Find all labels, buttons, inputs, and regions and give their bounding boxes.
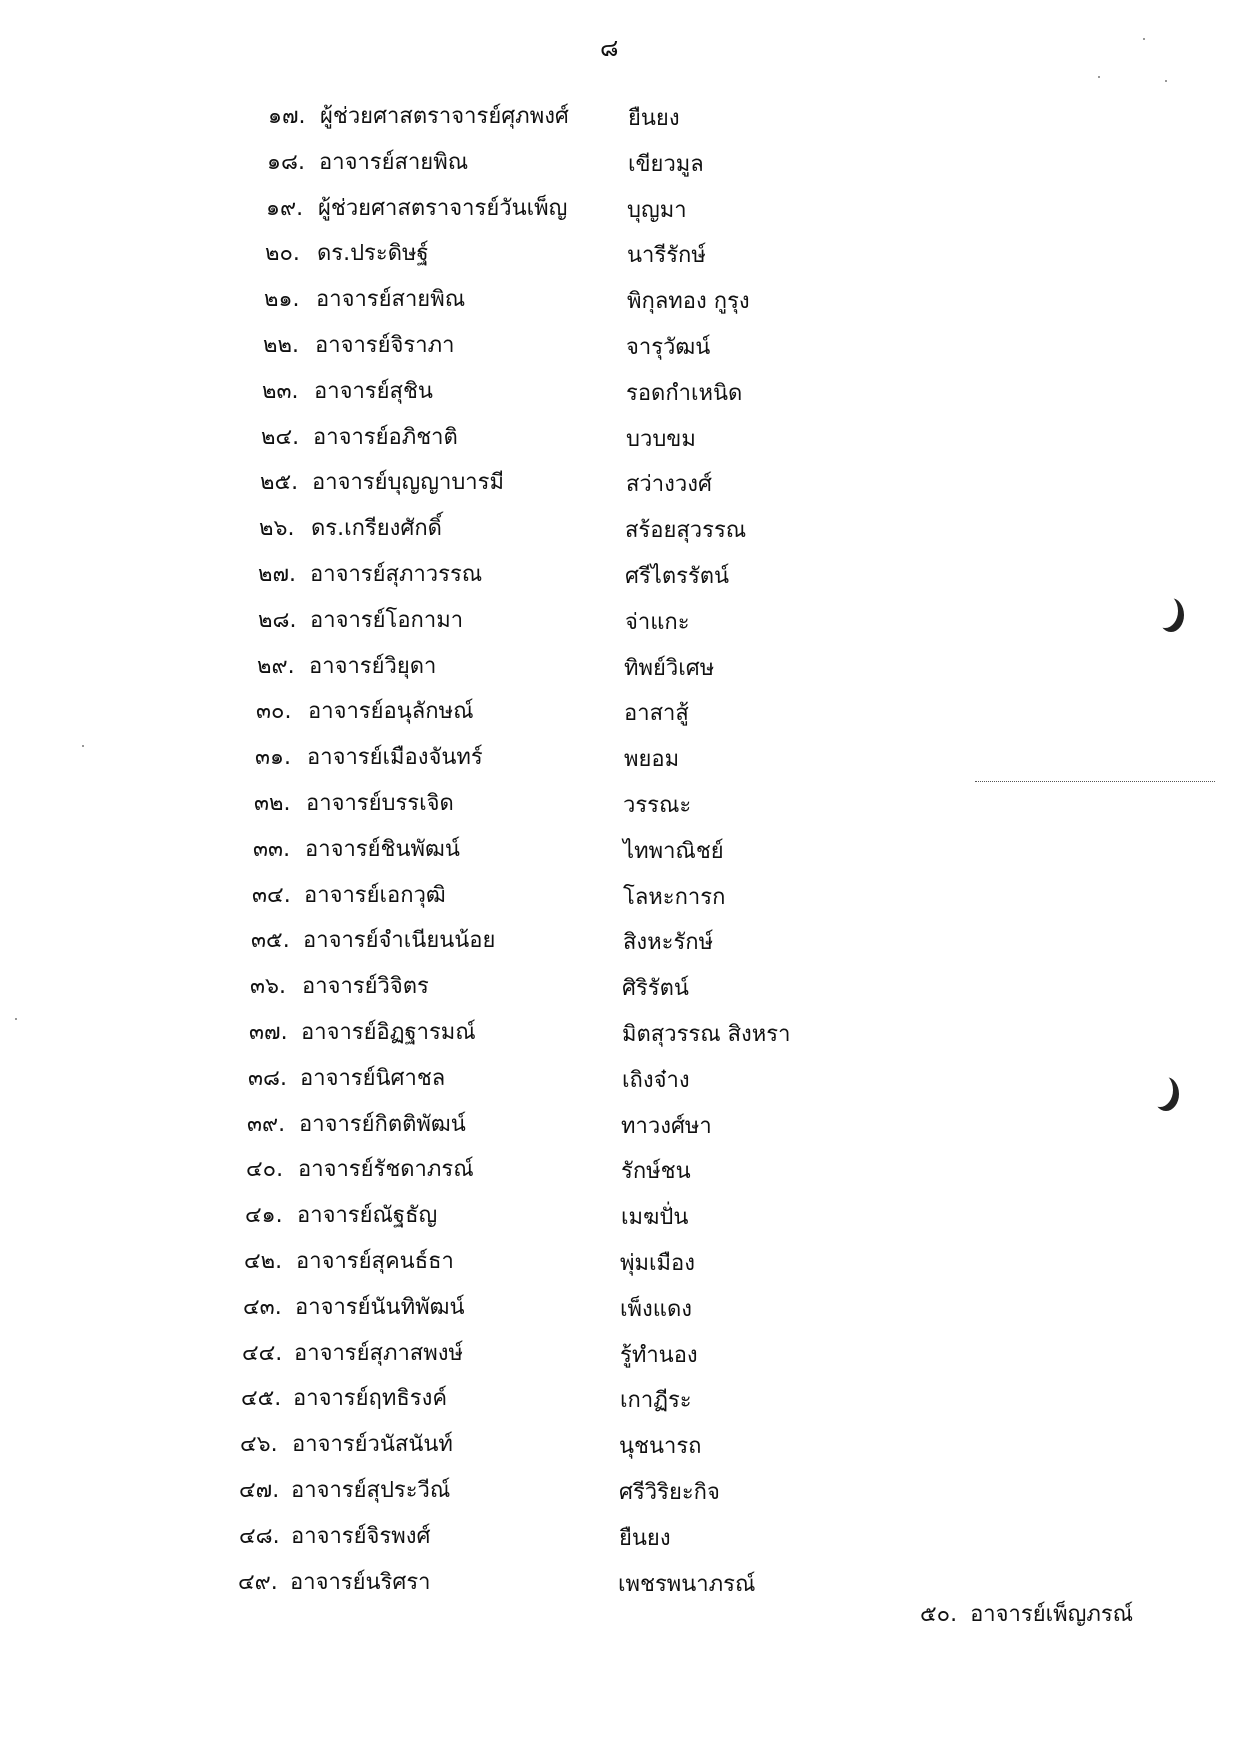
entry-number: ๒๓. [262, 378, 299, 404]
entry-surname: ทิพย์วิเศษ [624, 655, 715, 681]
list-item [0, 229, 1237, 275]
entry-given-name: อาจารย์อนุลักษณ์ [308, 699, 474, 725]
list-item [0, 642, 1237, 688]
entry-number: ๑๘. [267, 149, 305, 175]
list-item [0, 138, 1237, 184]
entry-surname: บวบขม [626, 426, 696, 452]
entry-number: ๔๙. [238, 1569, 278, 1595]
crescent-mark [1147, 1073, 1173, 1107]
list-item [0, 1283, 1237, 1329]
scan-speck [1143, 38, 1145, 40]
entry-number: ๒๒. [263, 332, 299, 358]
entry-number: ๓๔. [252, 882, 291, 908]
list-item [0, 458, 1237, 504]
list-item [0, 1512, 1237, 1558]
entry-number: ๒๐. [265, 241, 300, 267]
entry-given-name: อาจารย์สุประวีณ์ [291, 1477, 451, 1503]
entry-given-name: อาจารย์กิตติพัฒน์ [299, 1111, 466, 1137]
entry-number: ๓๐. [256, 699, 292, 725]
entry-surname: รักษ์ชน [621, 1159, 691, 1185]
dotted-line [975, 781, 1215, 782]
entry-given-name: ผู้ช่วยศาสตราจารย์ศุภพงศ์ [320, 104, 569, 129]
entry-given-name: อาจารย์นันทิพัฒน์ [295, 1294, 465, 1320]
entry-number: ๔๑. [245, 1203, 283, 1229]
entry-number: ๔๐. [246, 1157, 284, 1183]
list-item [0, 92, 1237, 138]
entry-surname: บุญมา [627, 197, 687, 223]
entry-number: ๓๓. [253, 836, 291, 862]
entry-surname: ยืนยง [619, 1525, 671, 1551]
entry-surname: จ่าแกะ [625, 609, 690, 635]
scan-speck [1165, 80, 1167, 82]
entry-given-name: ผู้ช่วยศาสตราจารย์วันเพ็ญ [318, 195, 568, 221]
entry-given-name: อาจารย์เอกวุฒิ [304, 882, 446, 908]
entry-given-name: อาจารย์บรรเจิด [306, 790, 454, 816]
page-number: ๘ [600, 34, 619, 62]
list-item [0, 733, 1237, 779]
list-item [0, 1329, 1237, 1375]
entry-surname: เกาฏีระ [620, 1388, 692, 1414]
list-item [0, 687, 1237, 733]
entry-surname: พิกุลทอง กูรุง [627, 289, 750, 315]
entry-given-name: อาจารย์สุชิน [314, 378, 433, 404]
entry-number: ๒๕. [260, 470, 299, 496]
list-item [0, 825, 1237, 871]
entry-given-name: อาจารย์บุญญาบารมี [312, 470, 504, 496]
entry-surname: สิงหะรักษ์ [623, 930, 714, 956]
list-item [0, 184, 1237, 230]
entry-number: ๒๖. [259, 516, 295, 542]
entry-surname: เพชรพนาภรณ์ [618, 1571, 756, 1597]
entry-given-name: อาจารย์สุภาวรรณ [310, 561, 483, 587]
entry-given-name: อาจารย์สายพิณ [316, 287, 466, 313]
entry-number: ๑๙. [266, 195, 304, 221]
entry-number: ๒๗. [258, 561, 297, 587]
entry-given-name: อาจารย์อิฏฐารมณ์ [301, 1019, 476, 1045]
entry-surname: โลหะการก [623, 884, 726, 910]
entry-given-name: อาจารย์วิยุดา [309, 653, 437, 679]
entry-given-name: อาจารย์วนัสนันท์ [292, 1432, 453, 1458]
crescent-mark [1152, 594, 1178, 628]
entry-surname: ไทพาณิชย์ [623, 838, 724, 864]
entry-surname: สร้อยสุวรรณ [625, 518, 747, 544]
entry-number: ๔๖. [240, 1432, 278, 1458]
entry-given-name: อาจารย์ชินพัฒน์ [305, 836, 460, 862]
list-item [0, 1008, 1237, 1054]
list-item [0, 1237, 1237, 1283]
entry-surname: นารีรักษ์ [627, 243, 706, 269]
entry-given-name: อาจารย์สุภาสพงษ์ [294, 1340, 463, 1366]
list-item [0, 871, 1237, 917]
scan-speck [1098, 76, 1100, 78]
name-list [0, 92, 1237, 1603]
entry-number: ๔๗. [239, 1477, 280, 1503]
entry-surname: พุ่มเมือง [620, 1250, 695, 1276]
list-item [0, 321, 1237, 367]
entry-given-name: อาจารย์โอกามา [310, 607, 464, 633]
list-item [0, 275, 1237, 321]
entry-given-name: ดร.เกรียงศักดิ์ [311, 516, 442, 542]
list-item [0, 367, 1237, 413]
scan-speck [15, 1018, 17, 1020]
entry-surname: ศรีวิริยะกิจ [619, 1479, 720, 1505]
entry-surname: อาสาสู้ [624, 701, 689, 727]
entry-surname: ทาวงศ์ษา [621, 1113, 712, 1139]
list-item [0, 962, 1237, 1008]
list-item [0, 916, 1237, 962]
entry-number: ๑๗. [268, 104, 306, 129]
entry-number: ๓๘. [248, 1065, 288, 1091]
entry-given-name: อาจารย์สายพิณ [319, 149, 469, 175]
entry-number: ๓๙. [247, 1111, 286, 1137]
list-item [0, 504, 1237, 550]
entry-number: ๒๑. [264, 287, 300, 313]
list-item [0, 1100, 1237, 1146]
entry-given-name: อาจารย์สุคนธ์ธา [296, 1248, 454, 1274]
scan-speck [82, 745, 84, 747]
entry-number: ๔๓. [243, 1294, 282, 1320]
entry-surname: เมฆปั่น [621, 1205, 689, 1231]
entry-given-name: อาจารย์เพ็ญภรณ์ [970, 1602, 1134, 1627]
entry-surname: ศิริรัตน์ [622, 976, 689, 1002]
entry-given-name: อาจารย์วิจิตร [302, 974, 429, 1000]
entry-surname: ศรีไตรรัตน์ [625, 563, 730, 589]
entry-number: ๒๔. [261, 424, 300, 450]
entry-number: ๔๕. [241, 1386, 282, 1412]
entry-number: ๓๒. [254, 790, 291, 816]
entry-given-name: อาจารย์ฤทธิรงค์ [293, 1386, 448, 1412]
entry-number: ๓๗. [249, 1019, 288, 1045]
entry-number: ๔๔. [242, 1340, 283, 1366]
list-item [0, 1145, 1237, 1191]
entry-surname: นุชนารถ [619, 1434, 702, 1460]
list-item [0, 1191, 1237, 1237]
list-item [0, 1054, 1237, 1100]
entry-given-name: อาจารย์จำเนียนน้อย [303, 928, 496, 954]
entry-surname: มิตสุวรรณ สิงหรา [622, 1021, 791, 1047]
entry-given-name: อาจารย์เมืองจันทร์ [307, 745, 483, 771]
entry-surname: พยอม [624, 747, 680, 773]
entry-number: ๒๘. [258, 607, 297, 633]
entry-surname: วรรณะ [623, 792, 692, 818]
entry-given-name: อาจารย์จิรพงศ์ [291, 1523, 431, 1549]
footer-entry [920, 1596, 1133, 1631]
entry-surname: เพ็งแดง [620, 1296, 692, 1322]
entry-given-name: อาจารย์ณัฐธัญ [297, 1203, 438, 1229]
entry-number: ๓๑. [255, 745, 291, 771]
list-item [0, 550, 1237, 596]
entry-given-name: อาจารย์นิศาชล [300, 1065, 446, 1091]
entry-surname: ยืนยง [628, 106, 680, 131]
entry-number: ๓๖. [250, 974, 286, 1000]
entry-given-name: ดร.ประดิษฐ์ [317, 241, 429, 267]
list-item [0, 596, 1237, 642]
entry-given-name: อาจารย์นริศรา [290, 1569, 431, 1595]
list-item [0, 413, 1237, 459]
entry-surname: รอดกำเหนิด [626, 380, 743, 406]
entry-surname: เถิงจ๋าง [622, 1067, 690, 1093]
entry-number: ๒๙. [257, 653, 295, 679]
list-item [0, 1466, 1237, 1512]
entry-surname: เขียวมูล [628, 151, 704, 177]
entry-surname: สว่างวงศ์ [626, 472, 712, 498]
entry-given-name: อาจารย์อภิชาติ [313, 424, 458, 450]
list-item [0, 1374, 1237, 1420]
entry-number: ๔๘. [239, 1523, 280, 1549]
entry-surname: รู้ทำนอง [620, 1342, 698, 1368]
entry-given-name: อาจารย์รัชดาภรณ์ [298, 1157, 474, 1183]
entry-number: ๔๒. [244, 1248, 283, 1274]
entry-surname: จารุวัฒน์ [626, 334, 711, 360]
entry-number: ๕๐. [920, 1602, 958, 1627]
list-item [0, 1420, 1237, 1466]
entry-given-name: อาจารย์จิราภา [315, 332, 455, 358]
list-item [0, 779, 1237, 825]
entry-number: ๓๕. [251, 928, 290, 954]
